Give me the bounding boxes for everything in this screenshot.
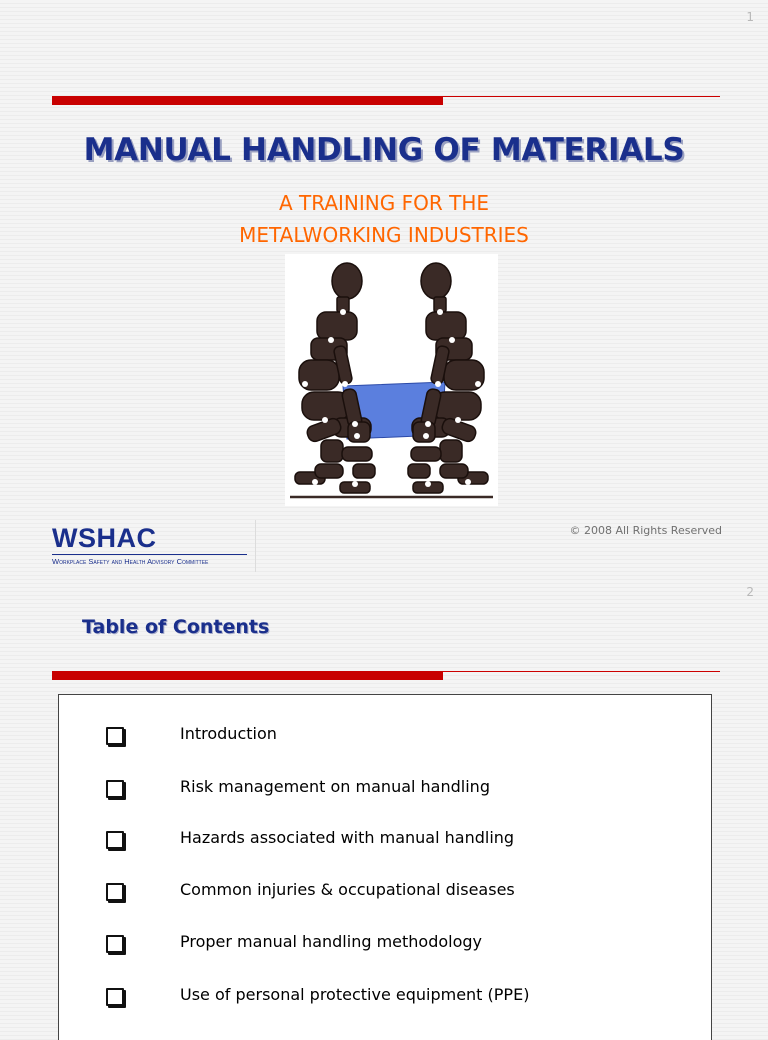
logo-divider	[52, 554, 247, 555]
copyright-text: © 2008 All Rights Reserved	[569, 524, 722, 537]
toc-item-label: Risk management on manual handling	[180, 777, 490, 796]
toc-item-methodology	[59, 932, 711, 956]
lifting-illustration	[285, 254, 498, 506]
checkbox-icon	[106, 831, 124, 849]
toc-item-label: Hazards associated with manual handling	[180, 828, 515, 847]
toc-item-label: Introduction	[180, 724, 277, 743]
checkbox-icon	[106, 727, 124, 745]
toc-list	[58, 694, 712, 1040]
checkbox-icon	[106, 935, 124, 953]
checkbox-icon	[106, 988, 124, 1006]
toc-item-common-injuries	[59, 880, 711, 904]
logo-tagline: Workplace Safety and Health Advisory Committee	[52, 557, 209, 566]
slide-subtitle-line2: METALWORKING INDUSTRIES	[239, 223, 529, 247]
toc-heading: Table of Contents	[82, 616, 270, 638]
toc-item-label: Common injuries & occupational diseases	[180, 880, 515, 899]
slide-2	[0, 585, 768, 1024]
page-number: 1	[746, 10, 754, 24]
toc-item-label: Use of personal protective equipment (PPE)	[180, 985, 530, 1004]
toc-item-risk-management	[59, 777, 711, 801]
logo-wordmark: WSHAC	[52, 523, 157, 553]
toc-item-introduction	[59, 724, 711, 748]
slide-subtitle-line1: A TRAINING FOR THE	[279, 191, 489, 215]
checkbox-icon	[106, 780, 124, 798]
toc-item-ppe	[59, 985, 711, 1009]
wshac-logo	[52, 520, 256, 572]
toc-item-hazards	[59, 828, 711, 852]
page-number: 2	[746, 585, 754, 599]
two-mannequins-lifting-box-icon	[285, 254, 498, 506]
slide-title: MANUAL HANDLING OF MATERIALS	[83, 132, 685, 168]
header-rule	[52, 671, 720, 682]
checkbox-icon	[106, 883, 124, 901]
header-rule	[52, 96, 720, 107]
toc-item-label: Proper manual handling methodology	[180, 932, 483, 951]
